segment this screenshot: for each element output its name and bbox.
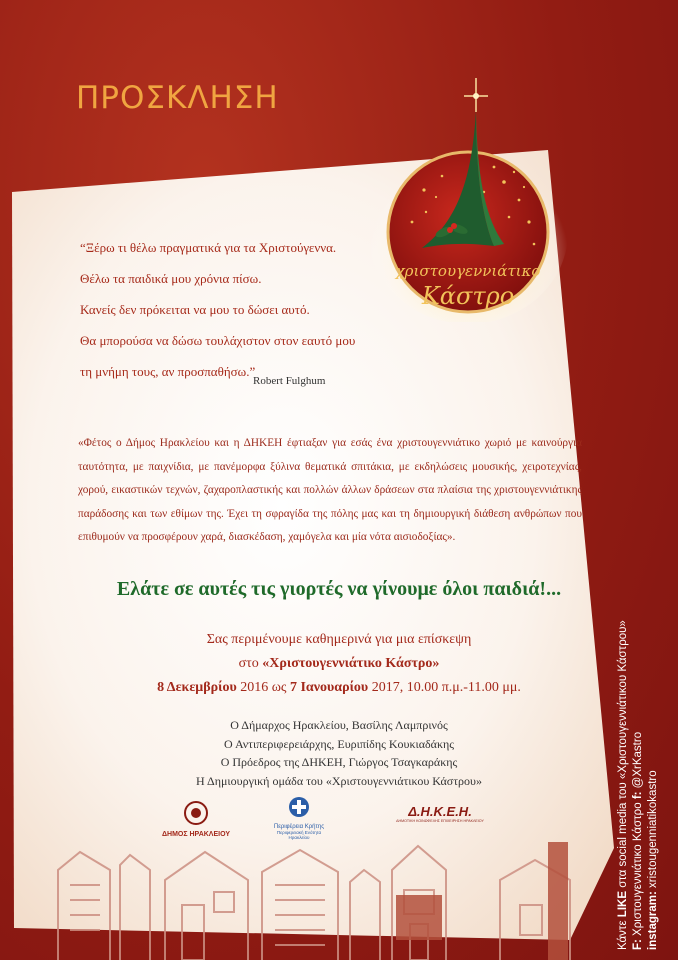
- signature-line: Ο Δήμαρχος Ηρακλείου, Βασίλης Λαμπρινός: [230, 718, 448, 732]
- logo-line-1: χριστουγεννιάτικο: [395, 262, 541, 280]
- invite-text: 2016 ως: [236, 680, 290, 695]
- signature-line: Ο Αντιπεριφερειάρχης, Ευριπίδης Κουκιαδάκης: [223, 736, 455, 751]
- quote-line: τη μνήμη τους, αν προσπαθήσω.”: [80, 364, 256, 379]
- facebook-twitter-line: [631, 560, 646, 950]
- quote-line: Θα μπορούσα να δώσω τουλάχιστον στον εαυτό μου: [80, 333, 356, 348]
- decorative-houses: [0, 800, 620, 960]
- quote-line: Κανείς δεν πρόκειται να μου το δώσει αυτό.: [80, 302, 310, 317]
- start-date: 8 Δεκεμβρίου: [157, 680, 237, 695]
- page-title: ΠΡΟΣΚΛΗΣΗ: [76, 80, 279, 116]
- signatures: [0, 716, 678, 790]
- quote-line: “Ξέρω τι θέλω πραγματικά για τα Χριστούγεννα.: [80, 240, 337, 255]
- end-date: 7 Ιανουαρίου: [289, 680, 369, 695]
- instagram-icon: instagram:: [647, 891, 659, 950]
- sponsor-label: Ηρακλείου: [288, 835, 310, 840]
- sponsor-label: Περιφέρεια Κρήτης: [273, 824, 325, 830]
- like-label: LIKE: [617, 891, 629, 918]
- star-icon: [464, 78, 488, 112]
- twitter-icon: f:: [632, 791, 644, 803]
- quote-author: Robert Fulghum: [253, 375, 326, 387]
- body-paragraph: «Φέτος ο Δήμος Ηρακλείου και η ΔΗΚΕΗ έφτιαξαν για εσάς ένα χριστουγεννιάτικο χωριό με καινούργια ταυτότητα, με παιχνίδια, με πανέμορφα ξύλινα θεματικά σπιτάκια, με εκδηλώσεις μουσικής, χειροτεχνίας, χορού, εικαστικών τεχνών, ζαχαροπλαστικής και πολλών άλλων δράσεων στα πλαίσια της χριστουγεννιάτικης παράδοσης και των εθίμων της. Έχει τη σφραγίδα της πόλης μας και τη δημιουργική διάθεση ανθρώπων που επιθυμούν να προσφέρουν χαρά, διασκέδαση, χαμόγελα και μία νότα αισιοδοξίας».: [78, 437, 582, 543]
- invite-dates: [0, 676, 678, 700]
- invite-text: 2017, 10.00 π.μ.-11.00 μμ.: [368, 680, 521, 695]
- sponsor-label: ΔΗΜΟΣ ΗΡΑΚΛΕΙΟΥ: [161, 831, 231, 838]
- signature-line: Η Δημιουργική ομάδα του «Χριστουγεννιάτικου Κάστρου»: [196, 773, 482, 788]
- quote-block: [80, 232, 410, 387]
- sponsor-label: Περιφερειακή Ενότητα: [276, 830, 322, 835]
- sponsor-label: ΔΗΜΟΤΙΚΗ ΚΟΙΝΩΦΕΛΗΣ ΕΠΙΧΕΙΡΗΣΗ ΗΡΑΚΛΕΙΟΥ: [396, 819, 484, 823]
- social-media-sidebar: [606, 560, 676, 960]
- logo-line-2: Κάστρο: [421, 282, 515, 310]
- facebook-link[interactable]: Χριστουγεννιάτικο Κάστρο: [632, 802, 644, 940]
- invite-text: στο: [238, 656, 263, 671]
- instagram-link[interactable]: xristougenniatikokastro: [647, 770, 659, 892]
- signature-line: Ο Πρόεδρος της ΔΗΚΕΗ, Γιώργος Τσαγκαράκης: [220, 755, 458, 769]
- invite-line-1: Σας περιμένουμε καθημερινά για μια επίσκεψη: [206, 632, 472, 647]
- instagram-line: [646, 560, 661, 950]
- invitation-details: [0, 628, 678, 700]
- facebook-icon: F:: [632, 939, 644, 950]
- sponsor-label: Δ.Η.Κ.Ε.Η.: [408, 804, 472, 819]
- invite-venue: «Χριστουγεννιάτικο Κάστρο»: [262, 656, 440, 671]
- slogan: Ελάτε σε αυτές τις γιορτές να γίνουμε όλοι παιδιά!...: [116, 578, 562, 600]
- quote-line: Θέλω τα παιδικά μου χρόνια πίσω.: [80, 271, 262, 286]
- invite-line-2: [0, 652, 678, 676]
- twitter-link[interactable]: @XrKastro: [632, 731, 644, 792]
- like-line: Κάντε LIKE στα social media του «Χριστουγεννιάτικου Κάστρου»: [617, 620, 629, 950]
